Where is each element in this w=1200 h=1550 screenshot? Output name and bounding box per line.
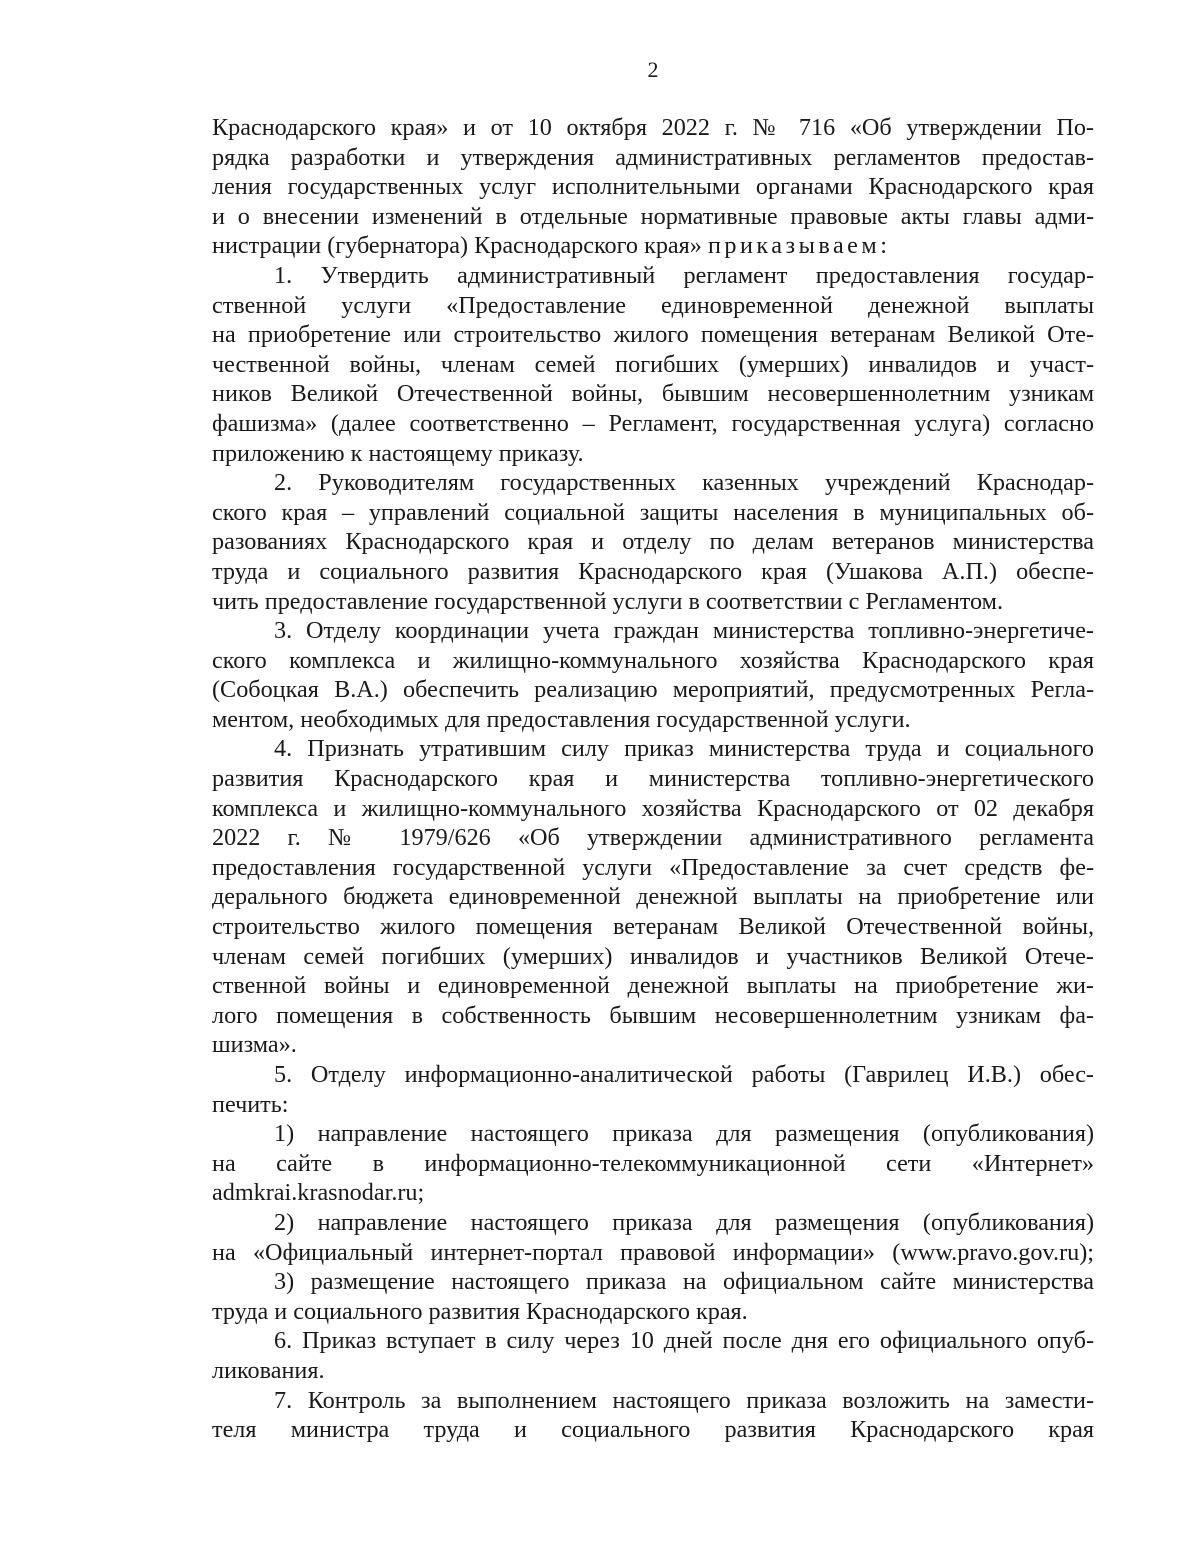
text-line-content: рядка разработки и утверждения административных регламентов предостав-: [212, 143, 1094, 171]
text-line: [212, 764, 1094, 794]
text-line-content: чественной войны, членам семей погибших (умерших) инвалидов и участ-: [212, 350, 1094, 378]
text-line-content: ников Великой Отечественной войны, бывшим несовершеннолетним узникам: [212, 380, 1094, 408]
text-line: [212, 1001, 1094, 1031]
text-line: [212, 1119, 1094, 1149]
text-line-content: ликования.: [212, 1356, 325, 1384]
text-line-content: нистрации (губернатора) Краснодарского края»: [212, 232, 708, 260]
page-number: 2: [647, 57, 659, 82]
text-line: [212, 912, 1094, 942]
text-line-content: дерального бюджета единовременной денежной выплаты на приобретение или: [212, 883, 1094, 911]
text-line: [212, 527, 1094, 557]
text-line-content: admkrai.krasnodar.ru;: [212, 1179, 425, 1207]
text-line: [212, 587, 1094, 617]
text-line: [212, 172, 1094, 202]
text-line-content: ственной услуги «Предоставление единовременной денежной выплаты: [212, 291, 1094, 319]
text-line: [212, 439, 1094, 469]
text-line-content: 7. Контроль за выполнением настоящего приказа возложить на замести-: [274, 1386, 1094, 1414]
text-line: [212, 1386, 1094, 1416]
text-line-content: ментом, необходимых для предоставления государственной услуги.: [212, 705, 911, 733]
text-line: [212, 882, 1094, 912]
text-line-content: 3) размещение настоящего приказа на официальном сайте министерства: [274, 1268, 1094, 1296]
text-line: [212, 231, 1094, 261]
text-line-content: 6. Приказ вступает в силу через 10 дней после дня его официального опуб-: [274, 1327, 1094, 1355]
text-line: [212, 1267, 1094, 1297]
text-line-content: на приобретение или строительство жилого помещения ветеранам Великой Оте-: [212, 321, 1094, 349]
text-line: [212, 1415, 1094, 1445]
text-line-content: разованиях Краснодарского края и отделу по делам ветеранов министерства: [212, 528, 1094, 556]
text-line-content: 3. Отделу координации учета граждан министерства топливно-энергетиче-: [274, 617, 1094, 645]
text-line: [212, 350, 1094, 380]
document-body: [212, 113, 1094, 1445]
text-line-content: 1. Утвердить административный регламент предоставления государ-: [274, 261, 1094, 289]
text-line: [212, 113, 1094, 143]
text-line-content: строительство жилого помещения ветеранам Великой Отечественной войны,: [212, 913, 1094, 941]
text-line: [212, 1060, 1094, 1090]
text-line: [212, 675, 1094, 705]
text-line: [212, 646, 1094, 676]
text-line: [212, 1178, 1094, 1208]
text-line: [212, 202, 1094, 232]
text-line-content: (Собоцкая В.А.) обеспечить реализацию мероприятий, предусмотренных Регла-: [212, 676, 1094, 704]
text-line-content: лого помещения в собственность бывшим несовершеннолетним узникам фа-: [212, 1001, 1094, 1029]
text-line: [212, 320, 1094, 350]
text-line-content: ственной войны и единовременной денежной выплаты на приобретение жи-: [212, 972, 1094, 1000]
text-line-content: членам семей погибших (умерших) инвалидов и участников Великой Отече-: [212, 942, 1094, 970]
text-line: [212, 1297, 1094, 1327]
text-line-content: 2) направление настоящего приказа для размещения (опубликования): [274, 1208, 1094, 1236]
text-line-content: 2. Руководителям государственных казенных учреждений Краснодар-: [274, 469, 1094, 497]
text-line: [212, 853, 1094, 883]
text-line-content: фашизма» (далее соответственно – Регламент, государственная услуга) согласно: [212, 409, 1094, 437]
text-line: [212, 823, 1094, 853]
text-line-content: развития Краснодарского края и министерства топливно-энергетического: [212, 765, 1094, 793]
text-line-content: труда и социального развития Краснодарского края (Ушакова А.П.) обеспе-: [212, 557, 1094, 585]
text-line: [212, 616, 1094, 646]
text-line-content: 1) направление настоящего приказа для размещения (опубликования): [274, 1120, 1094, 1148]
text-line-content: ления государственных услуг исполнительными органами Краснодарского края: [212, 173, 1094, 201]
text-line-content: ского края – управлений социальной защиты населения в муниципальных об-: [212, 498, 1094, 526]
text-line: [212, 942, 1094, 972]
text-line-content: печить:: [212, 1090, 289, 1118]
spaced-word: приказываем:: [707, 232, 891, 260]
text-line: [212, 971, 1094, 1001]
text-line-content: шизма».: [212, 1031, 297, 1059]
text-line: [212, 794, 1094, 824]
text-line: [212, 1356, 1094, 1386]
text-line-content: Краснодарского края» и от 10 октября 2022 г. № 716 «Об утверждении По-: [212, 114, 1094, 141]
text-line-content: 5. Отделу информационно-аналитической работы (Гаврилец И.В.) обес-: [274, 1061, 1094, 1088]
text-line-content: приложению к настоящему приказу.: [212, 439, 584, 467]
text-line-content: теля министра труда и социального развития Краснодарского края: [212, 1416, 1094, 1444]
text-line: [212, 261, 1094, 291]
text-line: [212, 498, 1094, 528]
text-line: [212, 143, 1094, 173]
text-line-content: чить предоставление государственной услуги в соответствии с Регламентом.: [212, 587, 1004, 615]
text-line: [212, 1030, 1094, 1060]
text-line: [212, 1208, 1094, 1238]
text-line: [212, 291, 1094, 321]
text-line: [212, 1326, 1094, 1356]
text-line: [212, 1238, 1094, 1268]
text-line-content: комплекса и жилищно-коммунального хозяйства Краснодарского от 02 декабря: [212, 794, 1094, 822]
text-line: [212, 1090, 1094, 1120]
text-line: [212, 379, 1094, 409]
text-line-content: на сайте в информационно-телекоммуникационной сети «Интернет»: [212, 1149, 1094, 1177]
text-line: [212, 705, 1094, 735]
text-line: [212, 1149, 1094, 1179]
text-line: [212, 734, 1094, 764]
text-line-content: предоставления государственной услуги «Предоставление за счет средств фе-: [212, 853, 1094, 881]
text-line: [212, 557, 1094, 587]
text-line-content: на «Официальный интернет-портал правовой информации» (www.pravo.gov.ru);: [212, 1238, 1094, 1266]
text-line-content: ского комплекса и жилищно-коммунального хозяйства Краснодарского края: [212, 646, 1094, 674]
text-line-content: и о внесении изменений в отдельные нормативные правовые акты главы адми-: [212, 202, 1094, 230]
text-line-content: 4. Признать утратившим силу приказ министерства труда и социального: [274, 735, 1094, 763]
text-line: [212, 409, 1094, 439]
text-line-content: труда и социального развития Краснодарского края.: [212, 1297, 748, 1325]
text-line: [212, 468, 1094, 498]
text-line-content: 2022 г. № 1979/626 «Об утверждении административного регламента: [212, 824, 1094, 852]
